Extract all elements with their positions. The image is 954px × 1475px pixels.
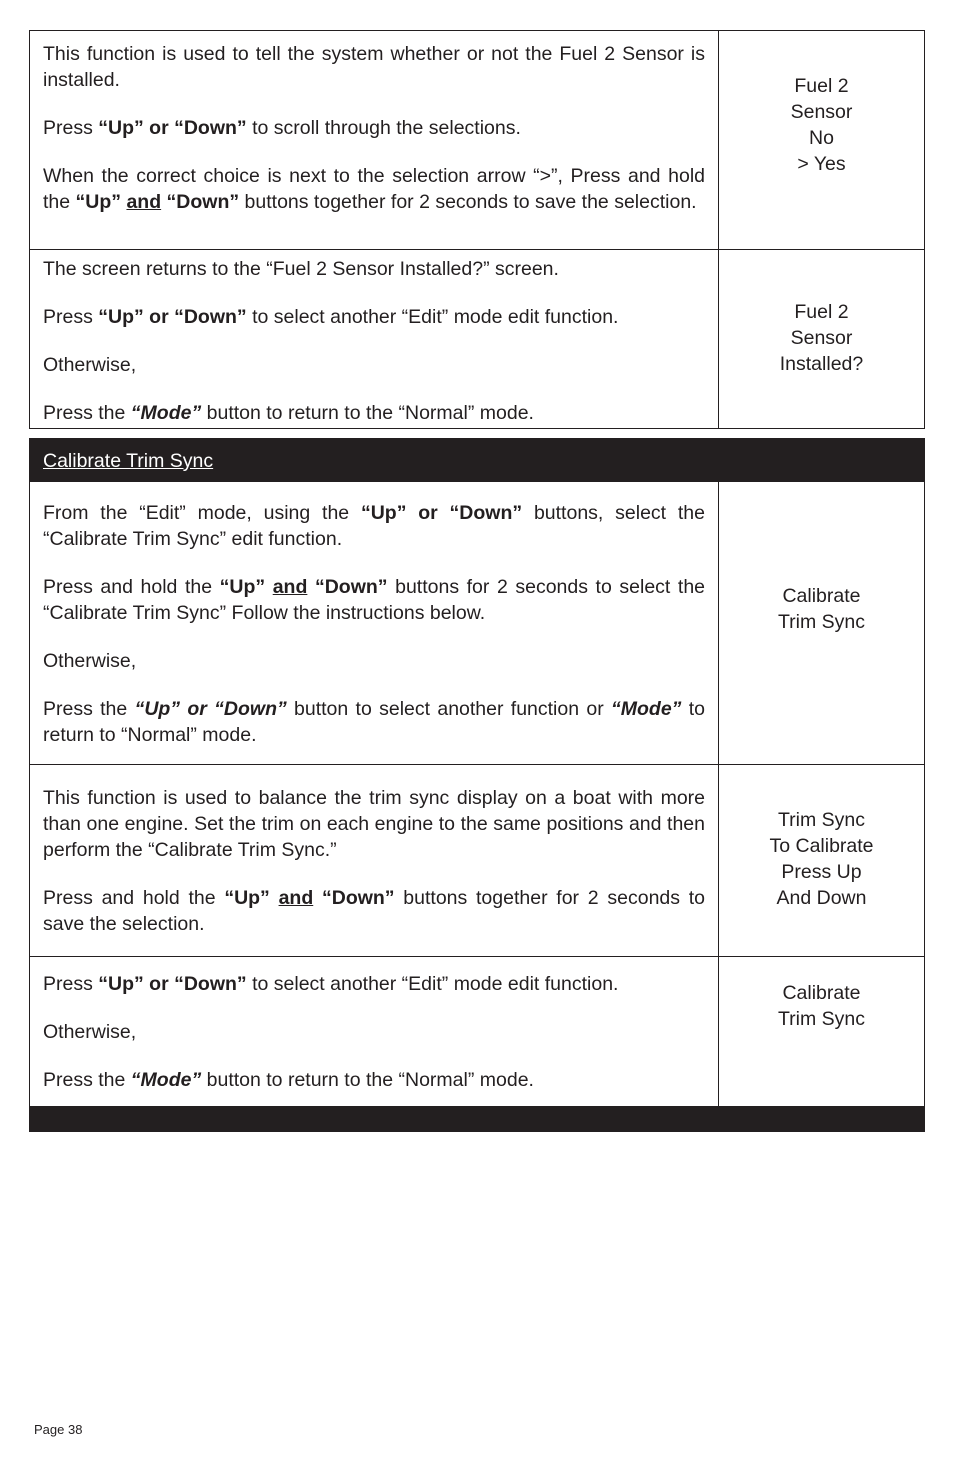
- paragraph: This function is used to balance the trim sync display on a boat with more than one engine. Set the trim on each engine to the same positions and then perform the “Calibrate Trim Sync.”: [43, 787, 705, 861]
- display-line: Trim Sync: [777, 808, 866, 831]
- calibrate-trim-sync-table: [29, 438, 925, 1132]
- display-cell: [719, 482, 924, 764]
- table-row: [30, 764, 924, 956]
- paragraph: Press and hold the “Up” and “Down” buttons together for 2 seconds to save the selection.: [43, 887, 706, 935]
- instruction-cell: [30, 31, 719, 249]
- display-line: No: [809, 127, 834, 149]
- display-line: Fuel 2: [794, 301, 849, 323]
- instruction-cell: [30, 250, 719, 428]
- paragraph: From the “Edit” mode, using the “Up” or “Down” buttons, select the “Calibrate Trim Sync” edit function.: [43, 502, 705, 550]
- page-number: Page 38: [34, 1422, 83, 1437]
- display-line: And Down: [776, 886, 867, 909]
- paragraph: When the correct choice is next to the selection arrow “>”, Press and hold the “Up” and “Down” buttons together for 2 seconds to save the selection.: [43, 165, 705, 213]
- table-row: [30, 481, 924, 764]
- section-title: Calibrate Trim Sync: [43, 450, 214, 472]
- display-cell: [719, 765, 924, 956]
- table-row: [30, 956, 924, 1106]
- display-line: Calibrate: [782, 585, 861, 607]
- paragraph: Press and hold the “Up” and “Down” buttons for 2 seconds to select the “Calibrate Trim Sync” Follow the instructions below.: [43, 576, 706, 624]
- table-row: [30, 249, 924, 428]
- paragraph: Press “Up” or “Down” to scroll through the selections.: [43, 117, 521, 139]
- display-line: Press Up: [781, 860, 862, 883]
- paragraph: Press “Up” or “Down” to select another “Edit” mode edit function.: [43, 973, 619, 995]
- instruction-cell: [30, 482, 719, 764]
- display-line: Calibrate: [782, 982, 861, 1004]
- paragraph: Press the “Mode” button to return to the “Normal” mode.: [43, 402, 534, 424]
- paragraph: Press the “Mode” button to return to the “Normal” mode.: [43, 1069, 534, 1091]
- display-cell: [719, 31, 924, 249]
- paragraph: Press the “Up” or “Down” button to select another function or “Mode” to return to “Normal” mode.: [43, 698, 705, 746]
- section-footer-band: [30, 1106, 924, 1131]
- display-cell: [719, 957, 924, 1106]
- display-line: Fuel 2: [794, 75, 849, 97]
- fuel2-sensor-table: [29, 30, 925, 429]
- paragraph: Press “Up” or “Down” to select another “Edit” mode edit function.: [43, 306, 619, 328]
- display-line: > Yes: [797, 153, 846, 175]
- instruction-cell: [30, 765, 719, 956]
- instruction-cell: [30, 957, 719, 1106]
- display-line: Sensor: [790, 327, 853, 349]
- display-line: Sensor: [790, 101, 853, 123]
- display-line: Trim Sync: [777, 611, 866, 633]
- paragraph: Otherwise,: [43, 354, 137, 376]
- paragraph: Otherwise,: [43, 650, 137, 672]
- table-row: [30, 31, 924, 249]
- paragraph: Otherwise,: [43, 1021, 137, 1043]
- display-cell: [719, 250, 924, 428]
- display-line: Trim Sync: [777, 1008, 866, 1030]
- display-line: To Calibrate: [769, 834, 874, 857]
- section-header: [30, 439, 924, 481]
- paragraph: This function is used to tell the system whether or not the Fuel 2 Sensor is installed.: [43, 43, 705, 91]
- display-line: Installed?: [779, 353, 864, 375]
- paragraph: The screen returns to the “Fuel 2 Sensor Installed?” screen.: [43, 258, 559, 280]
